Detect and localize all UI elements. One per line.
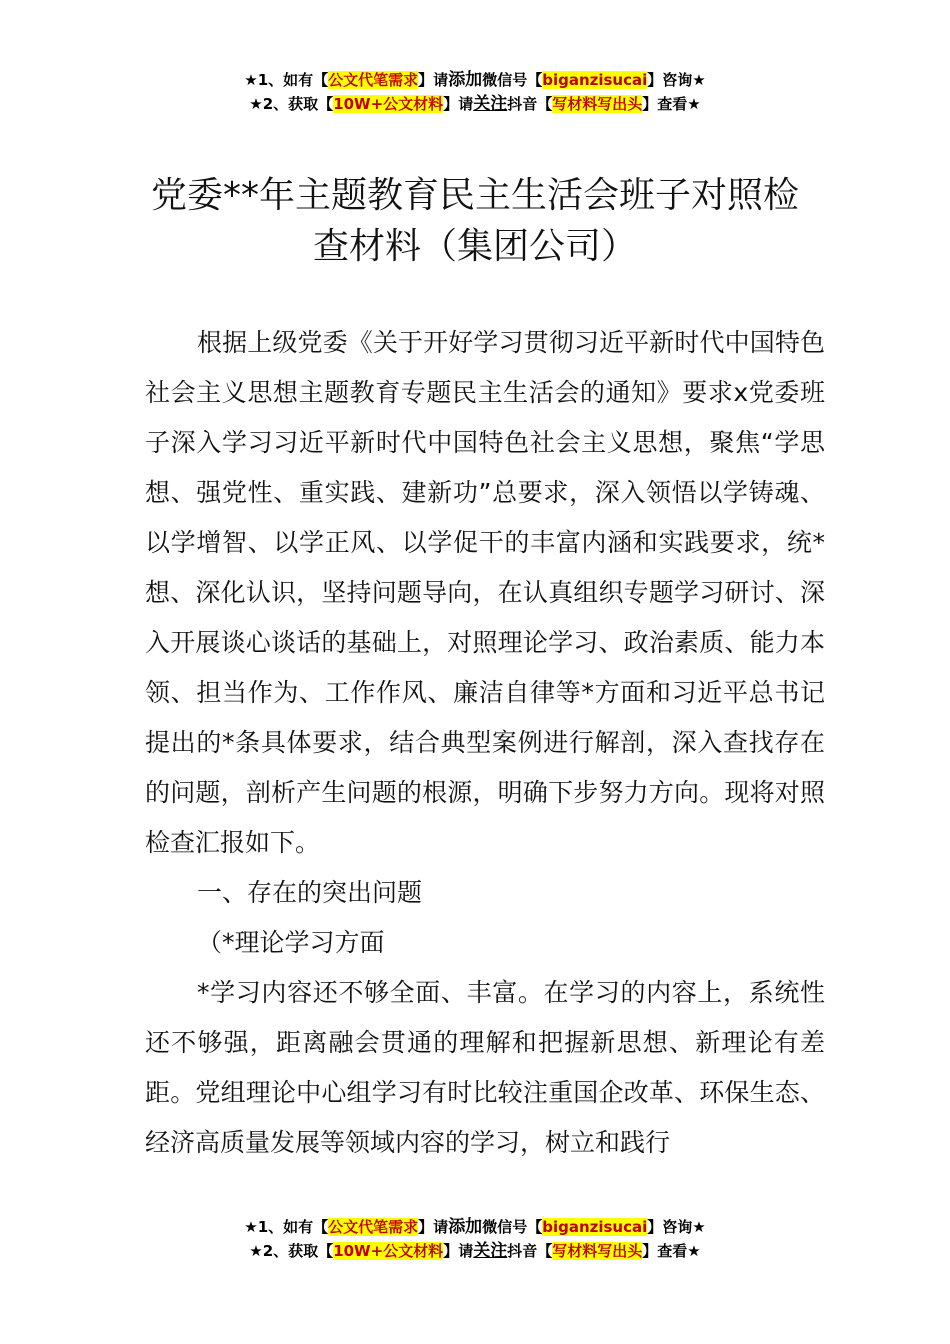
document-body [145,318,825,1168]
banner-text: 】咨询★ [647,1218,706,1236]
banner-text: 】请 [418,1218,449,1236]
banner-text: 】咨询★ [647,71,706,89]
paragraph-intro: 根据上级党委《关于开好学习贯彻习近平新时代中国特色社会主义思想主题教育专题民主生活会的通知》要求x党委班子深入学习习近平新时代中国特色社会主义思想，聚焦“学思想、强党性、重实践、建新功”总要求，深入领悟以学铸魂、以学增智、以学正风、以学促干的丰富内涵和实践要求，统*想、深化认识，坚持问题导向，在认真组织专题学习研讨、深入开展谈心谈话的基础上，对照理论学习、政治素质、能力本领、担当作为、工作作风、廉洁自律等*方面和习近平总书记提出的*条具体要求，结合典型案例进行解剖，深入查找存在的问题，剖析产生问题的根源，明确下步努力方向。现将对照检查汇报如下。 [145,328,825,857]
banner-text: 微信号【 [482,71,543,89]
section-heading: 一、存在的突出问题 [197,878,423,907]
banner-line-1 [0,1215,950,1239]
banner-text: 】请 [443,1242,474,1260]
footer-banner [0,1215,950,1263]
banner-highlight: biganzisucai [542,71,648,89]
banner-highlight: 10W+公文材料 [333,1242,444,1260]
banner-text: 】查看★ [642,95,701,113]
banner-highlight: 写材料写出头 [552,95,643,113]
banner-text: 】查看★ [642,1242,701,1260]
banner-text: ★2、获取【 [249,95,334,113]
banner-line-1 [0,68,950,92]
banner-text: ★2、获取【 [249,1242,334,1260]
banner-text: ★1、如有【 [244,1218,329,1236]
banner-line-2 [0,1239,950,1263]
banner-text: 】请 [443,95,474,113]
banner-text: 抖音【 [507,1242,553,1260]
banner-emphasis: 关注 [473,94,508,114]
title-line-2: 查材料（集团公司） [312,226,637,267]
header-banner [0,68,950,116]
banner-emphasis: 添加 [448,1217,483,1237]
banner-emphasis: 添加 [448,70,483,90]
banner-line-2 [0,92,950,116]
banner-highlight: 10W+公文材料 [333,95,444,113]
banner-text: 微信号【 [482,1218,543,1236]
banner-text: 】请 [418,71,449,89]
title-line-1: 党委**年主题教育民主生活会班子对照检 [150,175,799,216]
paragraph-theory-study: *学习内容还不够全面、丰富。在学习的内容上，系统性还不够强，距离融会贯通的理解和把握新思想、新理论有差距。党组理论中心组学习有时比较注重国企改革、环保生态、经济高质量发展等领域内容的学习，树立和践行 [145,978,825,1157]
subsection-heading: （*理论学习方面 [197,928,385,957]
document-title [120,170,830,272]
banner-highlight: 公文代笔需求 [328,71,419,89]
banner-emphasis: 关注 [473,1241,508,1261]
banner-highlight: 写材料写出头 [552,1242,643,1260]
banner-highlight: biganzisucai [542,1218,648,1236]
banner-text: 抖音【 [507,95,553,113]
banner-text: ★1、如有【 [244,71,329,89]
banner-highlight: 公文代笔需求 [328,1218,419,1236]
